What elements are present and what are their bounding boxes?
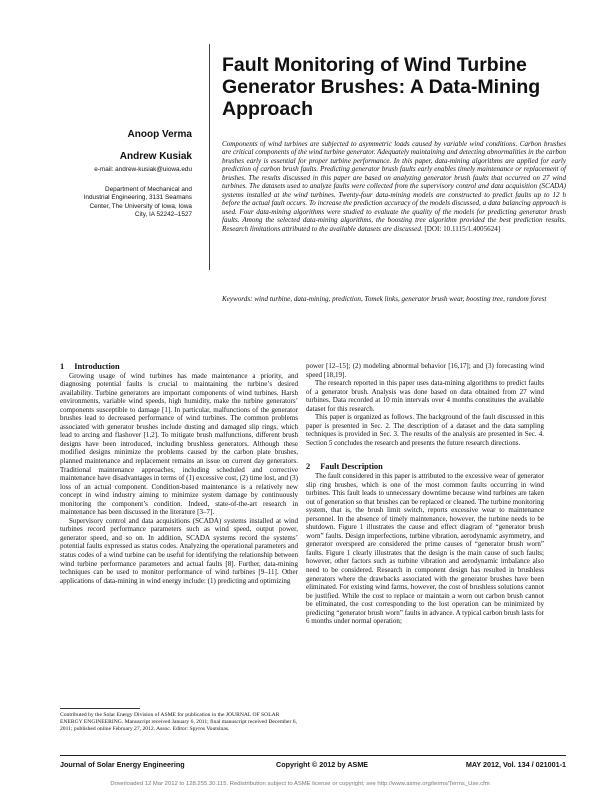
author-affiliation: Department of Mechanical and Industrial Engineering, 3131 Seamans Center, The University of Iowa, Iowa City, IA 52242–1527 — [83, 186, 192, 218]
paragraph: The research reported in this paper uses data-mining algorithms to predict faults of a generator brush. Analysis was done based on data obtained from 27 wind turbines. Data recorded at 10 min intervals over 4 months constitutes the available dataset for this research. — [306, 379, 544, 413]
section-heading-fault-description: 2 Fault Description — [306, 462, 383, 472]
footnote-rule — [60, 708, 140, 709]
footnote: Contributed by the Solar Energy Division of ASME for publication in the JOURNAL OF SOLAR ENERGY ENGINEERING. Manuscript received January 6, 2011; final manuscript received December 6, 2011; published online February 27, 2012. Assoc. Editor: Spyros Voutsinas. — [60, 712, 297, 732]
column-right — [306, 362, 544, 626]
footer-copyright: Copyright © 2012 by ASME — [276, 760, 369, 769]
section-heading-introduction: 1 Introduction — [60, 362, 120, 371]
paragraph: Growing usage of wind turbines has made maintenance a priority, and diagnosing potential faults is crucial to maintaining the turbine’s desired availability. Turbine generators are important components of wind turbines. Harsh environments, variable wind speeds, high humidity, make the turbine generators’ components susceptible to damage [1]. In particular, malfunctions of the generator brushes lead to decreased performance of wind turbines. The common problems associated with generator brushes include dusting and damaged slip rings, which lead to arcing and flashover [1,2]. To mitigate brush malfunctions, different brush designs have been introduced, including brushless generators. Although these modified designs minimize the problems caused by the carbon plate brushes, planned maintenance and replacement remains an issue on current day generators. Traditional maintenance approaches, including scheduled and corrective maintenance have disadvantages in terms of (1) excessive cost, (2) time lost, and (3) loss of an actual component. Condition-based maintenance is a relatively new concept in wind industry aiming to minimize system damage by continuously monitoring the component’s condition. Indeed, state-of-the-art research in maintenance has been discussed in the literature [3–7]. — [60, 371, 298, 517]
paragraph: The fault considered in this paper is attributed to the excessive wear of generator slip ring brushes, which is one of the most common faults occurring in wind turbines. This fault leads to unnecessary downtime because wind turbines are taken out of generation so that brushes can be replaced or cleaned. The turbine monitoring system, that is, the brush limit switch, reports excessive wear to maintenance personnel. In the absence of timely maintenance, however, the turbine needs to be shutdown. Figure 1 illustrates the cause and effect diagram of “generator brush worn” faults. Design imperfections, turbine vibration, aerodynamic asymmetry, and generator overspeed are considered the prime causes of “generator brush worn” faults. Figure 1 clearly illustrates that the design is the main cause of such faults; however, other factors such as turbine vibration and aerodynamic imbalance also need to be considered. Research in component design has resulted in brushless generators where the drawbacks associated with the generator brushes have been eliminated. For existing wind farms, however, the cost of brushless solutions cannot be justified. While the cost to replace or maintain a worn out carbon brush cannot be eliminated, the cost corresponding to the lost operation can be minimized by predicting “generator brush worn” faults in advance. A typical carbon brush lasts for 6 months under normal operation; — [306, 472, 544, 626]
author-name: Anoop Verma — [127, 129, 192, 140]
keywords: Keywords: wind turbine, data-mining, prediction, Tomek links, generator brush wear, boosting tree, random forest — [222, 295, 547, 303]
abstract-text: Components of wind turbines are subjected to asymmetric loads caused by variable wind conditions. Carbon brushes are critical components of the wind turbine generator. Adequately maintaining and detecting abnormalities in the carbon brushes early is essential for proper turbine performance. In this paper, data-mining algorithms are applied for early prediction of carbon brush faults. Predicting generator brush faults early enables timely maintenance or replacement of brushes. The results discussed in this paper are based on analyzing generator brush faults that occurred on 27 wind turbines. The datasets used to analyze faults were collected from the supervisory control and data acquisition (SCADA) systems installed at the wind turbines. Twenty-four data-mining models are constructed to predict faults up to 12 h before the actual fault occurs. To increase the prediction accuracy of the models discussed, a data balancing approach is used. Four data-mining algorithms were studied to evaluate the quality of the models for predicting generator brush faults. Among the selected data-mining algorithms, the boosting tree algorithm provided the best prediction results. Research limitations attributed to the available datasets are discussed. — [222, 140, 567, 233]
footer-issue: MAY 2012, Vol. 134 / 021001-1 — [465, 760, 566, 769]
footer-rule — [60, 755, 566, 756]
abstract — [222, 140, 566, 233]
column-left — [60, 363, 298, 585]
author-email[interactable]: e-mail: andrew-kusiak@uiowa.edu — [94, 166, 192, 173]
download-notice: Downloaded 12 Mar 2012 to 128.255.30.115. Redistribution subject to ASME license or copyright; see http://www.asme.org/terms/Terms_Use.cfm — [110, 781, 490, 787]
title-vertical-rule — [209, 44, 210, 270]
footer-journal: Journal of Solar Energy Engineering — [60, 760, 185, 769]
author-name: Andrew Kusiak — [119, 151, 192, 162]
paragraph: This paper is organized as follows. The background of the fault discussed in this paper is presented in Sec. 2. The description of a dataset and the data sampling techniques is provided in Sec. 3. The results of the analysis are presented in Sec. 4. Section 5 concludes the research and presents the future research directions. — [306, 413, 544, 447]
doi[interactable]: [DOI: 10.1115/1.4005624] — [424, 224, 501, 233]
paper-title: Fault Monitoring of Wind Turbine Generator Brushes: A Data-Mining Approach — [222, 54, 541, 120]
paragraph: power [12–15]; (2) modeling abnormal behavior [16,17]; and (3) forecasting wind speed [18,19]. — [306, 362, 544, 379]
paragraph: Supervisory control and data acquisitions (SCADA) systems installed at wind turbines record performance parameters such as wind speed, output power, generator speed, and so on. In addition, SCADA systems record the systems’ potential faults expressed as status codes. Analyzing the operational parameters and status codes of a wind turbine can be useful for identifying the relationship between wind turbine performance parameters and actual faults [8]. Further, data-mining techniques can be used to monitor performance of wind turbines [9–11]. Other applications of data-mining in wind energy include: (1) predicting and optimizing — [60, 516, 298, 585]
